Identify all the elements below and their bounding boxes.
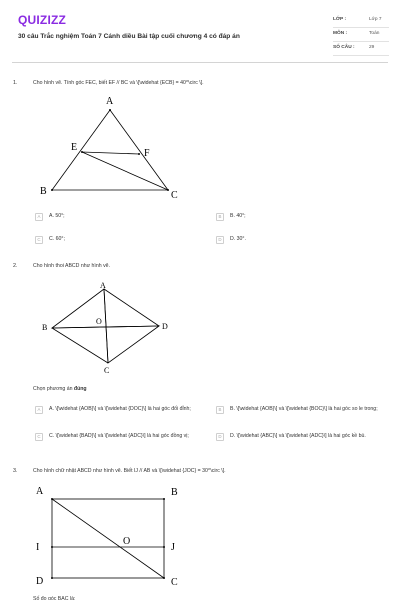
rhombus-figure: [38, 277, 178, 377]
option-text: B. \[\widehat {AOB}\] và \[\widehat {BOC}\] là hai góc so le trong;: [230, 406, 378, 412]
q2-option-c[interactable]: [35, 433, 199, 441]
meta-panel: [333, 14, 389, 56]
meta-row-count: [333, 42, 389, 56]
question-3-number: 3.: [13, 468, 18, 474]
question-3-text: Cho hình chữ nhật ABCD như hình vẽ. Biết IJ // AB và \[\widehat {JOC} = 30^\circ \].: [33, 468, 226, 474]
q1-option-b[interactable]: [216, 213, 380, 221]
meta-row-class: [333, 14, 389, 28]
choose-text: Chọn phương án: [33, 386, 74, 392]
option-letter: A: [35, 213, 43, 221]
choose-emphasis: đúng: [73, 386, 87, 392]
rectangle-figure: [30, 480, 190, 592]
meta-label-class: LỚP :: [333, 17, 347, 22]
meta-row-subject: [333, 28, 389, 42]
label-f: F: [144, 148, 150, 159]
label-c: C: [104, 366, 110, 375]
question-1-text: Cho hình vẽ. Tính góc FEC, biết EF // BC và \[\widehat {ECB} = 40^\circ \].: [33, 80, 204, 86]
meta-value-class: Lớp 7: [369, 17, 382, 22]
option-letter: D: [216, 433, 224, 441]
option-text: A. \[\widehat {AOB}\] và \[\widehat {DOC}\] là hai góc đối đỉnh;: [49, 406, 191, 412]
label-b: B: [171, 487, 178, 498]
meta-label-subject: MÔN :: [333, 31, 348, 36]
label-o: O: [96, 317, 102, 326]
option-text: C. 60°;: [49, 236, 65, 242]
question-2-number: 2.: [13, 263, 18, 269]
option-text: C. \[\widehat {BAD}\] và \[\widehat {ADC}\] là hai góc đồng vị;: [49, 433, 189, 439]
document-title: 30 câu Trắc nghiệm Toán 7 Cánh diều Bài tập cuối chương 4 có đáp án: [18, 33, 240, 40]
question-2-prompt: [33, 386, 87, 392]
question-2-text: Cho hình thoi ABCD như hình vẽ.: [33, 263, 111, 269]
label-b: B: [40, 186, 47, 197]
label-b: B: [42, 323, 48, 332]
label-j: J: [171, 542, 175, 553]
option-text: A. 50°;: [49, 213, 65, 219]
label-i: I: [36, 542, 40, 553]
option-letter: D: [216, 236, 224, 244]
meta-value-subject: Toán: [369, 31, 380, 36]
triangle-figure: [30, 92, 200, 204]
label-a: A: [106, 96, 114, 107]
q1-option-c[interactable]: [35, 236, 199, 244]
option-letter: B: [216, 406, 224, 414]
meta-label-count: SỐ CÂU :: [333, 45, 355, 50]
header-divider: [12, 62, 388, 63]
q1-option-a[interactable]: [35, 213, 199, 221]
option-text: B. 40°;: [230, 213, 246, 219]
label-e: E: [71, 142, 78, 153]
meta-value-count: 29: [369, 45, 375, 50]
question-1-number: 1.: [13, 80, 18, 86]
question-3-trailing: Số đo góc BAC là:: [33, 596, 76, 600]
option-letter: A: [35, 406, 43, 414]
option-letter: C: [35, 433, 43, 441]
q2-option-a[interactable]: [35, 406, 199, 414]
quizizz-logo: QUIZIZZ: [18, 13, 67, 27]
label-a: A: [100, 281, 106, 290]
label-c: C: [171, 577, 178, 588]
label-c: C: [171, 190, 178, 201]
label-o: O: [123, 536, 131, 547]
label-d: D: [36, 576, 44, 587]
q2-option-d[interactable]: [216, 433, 380, 441]
option-letter: C: [35, 236, 43, 244]
label-d: D: [162, 322, 168, 331]
q2-option-b[interactable]: [216, 406, 380, 414]
option-text: D. \[\widehat {ABC}\] và \[\widehat {ADC}\] là hai góc kề bù.: [230, 433, 366, 439]
label-a: A: [36, 486, 44, 497]
option-text: D. 30°.: [230, 236, 246, 242]
q1-option-d[interactable]: [216, 236, 380, 244]
option-letter: B: [216, 213, 224, 221]
